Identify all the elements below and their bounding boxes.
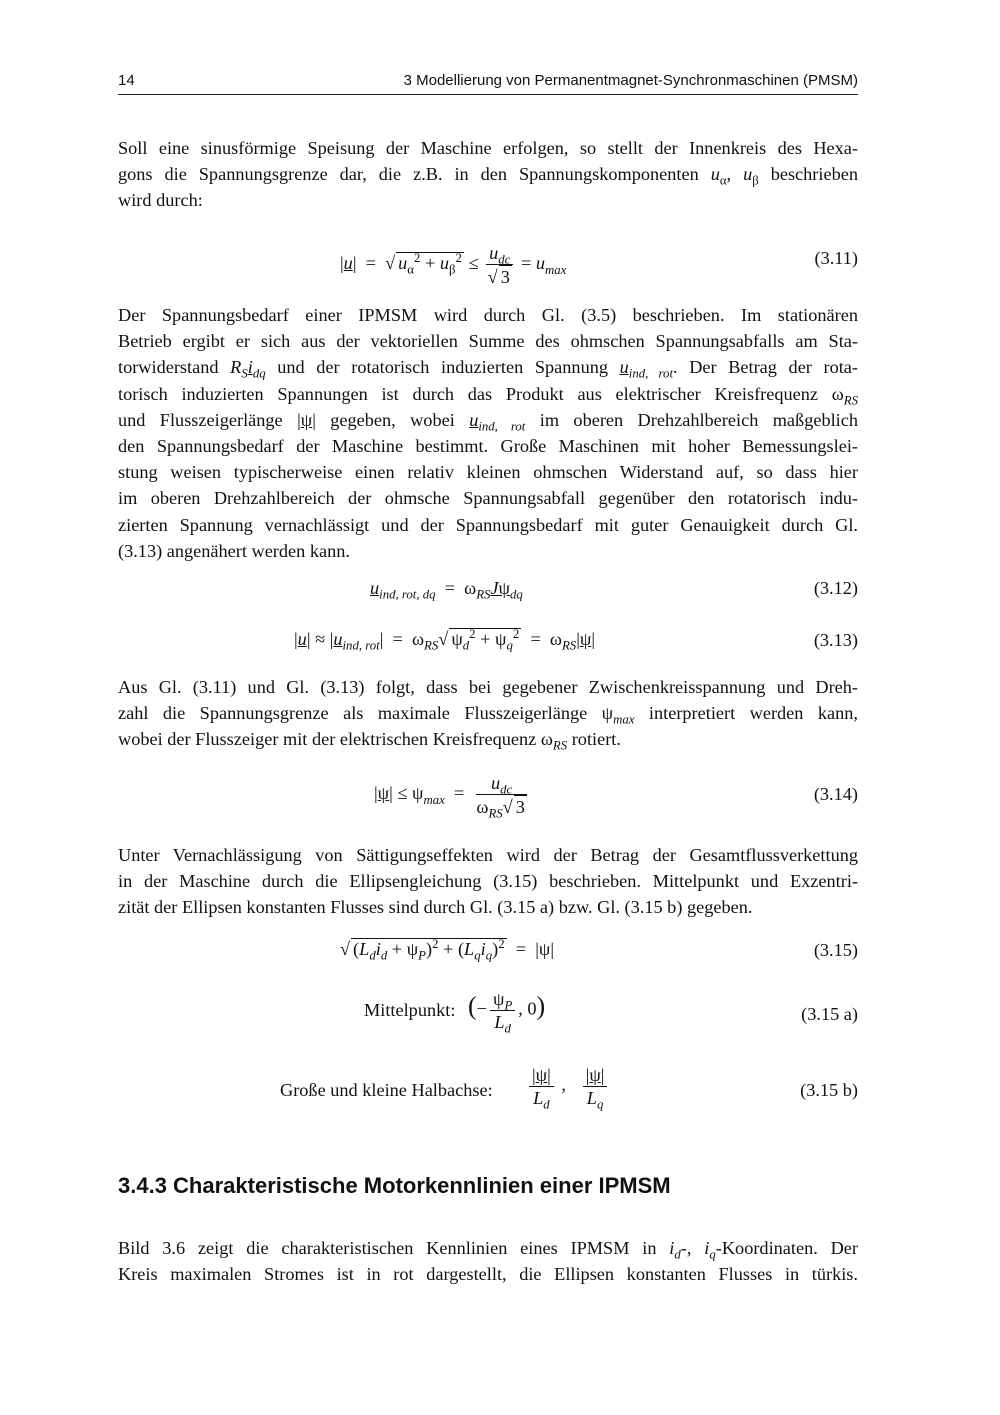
text-span: und der rotatorisch induzierten Spannung — [277, 357, 608, 378]
page-number: 14 — [118, 72, 135, 89]
equation-number: (3.12) — [813, 578, 858, 598]
text-span: interpretiert werden kann, — [648, 703, 858, 724]
text-span: rotiert. — [571, 729, 621, 750]
math-omega-rs: $\omega_{RS}$ — [831, 383, 858, 408]
text-span: und Flusszeigerlänge — [118, 409, 283, 430]
text-span: torwiderstand — [118, 357, 219, 378]
text-span: torisch induzierten Spannungen ist durch das Produkt aus elektrischer Kreisfrequenz — [118, 383, 819, 404]
text-line: Aus Gl. (3.11) und Gl. (3.13) folgt, dass bei gegebener Zwischenkreisspannung und Dreh- — [118, 677, 858, 697]
text-line: wird durch: — [118, 190, 203, 211]
equation-body: (− $\frac{\psi_P}{L_d}$ , 0) — [468, 989, 546, 1036]
section-heading: 3.4.3 Charakteristische Motorkennlinien einer IPMSM — [118, 1173, 671, 1198]
text-span: gegeben, wobei — [330, 409, 455, 430]
equation-label: Mittelpunkt: — [364, 1000, 456, 1020]
math-rs-idq: $R_Si_{dq}$ — [230, 357, 266, 382]
equation-number: (3.15) — [813, 940, 858, 960]
text-span: im oberen Drehzahlbereich maßgeblich — [539, 409, 858, 430]
equation-3-12 — [118, 574, 858, 608]
equation-body: $|\psi| \le \psi_{max}$ = $\frac{u_{dc}}{\omega_{RS}√ 3}$ — [374, 773, 525, 821]
text-line: Soll eine sinusförmige Speisung der Maschine erfolgen, so stellt der Innenkreis des Hexa- — [118, 138, 858, 158]
text-line — [118, 1235, 858, 1261]
text-line: zität der Ellipsen konstanten Flusses sind durch Gl. (3.15 a) bzw. Gl. (3.15 b) gegeben. — [118, 897, 753, 918]
text-line: in der Maschine durch die Ellipsengleichung (3.15) beschrieben. Mittelpunkt und Exzentri- — [118, 871, 858, 892]
text-line: Betrieb ergibt er sich aus der vektoriellen Summe des ohmschen Spannungsabfalls am Sta- — [118, 331, 858, 352]
paragraph-1 — [118, 135, 858, 214]
equation-number: (3.13) — [813, 630, 858, 650]
equation-body: $u_{ind, rot, dq} = \omega_{RS}J\psi_{dq}$ — [370, 578, 523, 602]
equation-3-14 — [118, 768, 858, 828]
running-header — [118, 72, 858, 95]
equation-number: (3.15 b) — [800, 1080, 858, 1100]
text-span: gons die Spannungsgrenze dar, die z.B. in den Spannungskomponenten — [118, 164, 699, 185]
text-line: Kreis maximalen Stromes ist in rot dargestellt, die Ellipsen konstanten Flusses in türkis. — [118, 1264, 858, 1285]
equation-3-15b — [118, 1064, 858, 1126]
equation-number: (3.11) — [814, 248, 858, 268]
text-line: im oberen Drehzahlbereich der ohmsche Spannungsabfall gegenüber den rotatorisch indu- — [118, 488, 858, 509]
text-line — [118, 700, 858, 726]
text-line: zierten Spannung vernachlässigt und der Spannungsbedarf mit guter Genauigkeit durch Gl. — [118, 514, 858, 535]
equation-number: (3.14) — [813, 784, 858, 804]
text-line — [118, 407, 858, 433]
equation-3-15a — [118, 988, 858, 1048]
equation-body: $|u| \approx |u_{ind, rot}| = \omega_{RS}√$ $\psi_d^2 + \psi_q^2 = \omega_{RS}|\psi|$ — [294, 626, 595, 653]
math-psi-max: $\psi_{max}$ — [601, 703, 635, 727]
text-line: stung weisen typischerweise einen relativ kleinen ohmschen Widerstand auf, so dass hier — [118, 462, 858, 483]
equation-body: $\frac{|\psi|}{L_d}$ , $\frac{|\psi|}{L_q}$ — [526, 1064, 610, 1109]
paragraph-5 — [118, 1235, 858, 1287]
math-abs-psi: |ψ| — [297, 409, 316, 430]
paragraph-4 — [118, 842, 858, 921]
text-line: Unter Vernachlässigung von Sättigungseffekten wird der Betrag der Gesamtflussverkettung — [118, 845, 858, 865]
equation-body: |u| = √ $u_\alpha^2 + u_\beta^2$ ≤ $\frac{u_{dc}}{√ 3}$ = $u_{max}$ — [340, 243, 567, 287]
equation-body: √ $(L_di_d + \psi_P)^2 + (L_qi_q)^2 = |\psi|$ — [340, 936, 554, 963]
text-line — [118, 354, 858, 380]
equation-label: Große und kleine Halbachse: — [280, 1080, 493, 1100]
text-line: gons die Spannungsgrenze dar, die z.B. in den Spannungskomponenten $u_\alpha$, $u_\beta$ beschrieben — [118, 164, 858, 188]
equation-number: (3.15 a) — [801, 1004, 858, 1024]
math-u-ind-rot: $u_{ind, rot}$ — [469, 409, 526, 434]
equation-3-11 — [118, 236, 858, 286]
math-u-ind-rot: $u_{ind, rot}$ — [619, 357, 674, 382]
text-span: wobei der Flusszeiger mit der elektrischen Kreisfrequenz — [118, 729, 537, 750]
paragraph-3 — [118, 674, 858, 753]
text-line: Der Spannungsbedarf einer IPMSM wird durch Gl. (3.5) beschrieben. Im stationären — [118, 305, 858, 325]
text-line — [118, 381, 858, 407]
math-omega-rs: $\omega_{RS}$ — [540, 729, 568, 754]
math-id-iq: $i_d-$, $i_q$ — [669, 1238, 716, 1262]
equation-3-13 — [118, 622, 858, 662]
running-title: 3 Modellierung von Permanentmagnet-Synchronmaschinen (PMSM) — [403, 72, 858, 89]
math-u-alpha: $u_\alpha$ — [710, 164, 727, 188]
text-span: beschrieben — [770, 164, 858, 185]
text-span: . Der Betrag der rota- — [673, 357, 859, 378]
equation-3-15 — [118, 934, 858, 970]
text-line: (3.13) angenähert werden kann. — [118, 540, 350, 561]
text-line — [118, 726, 858, 752]
math-u-beta: $u_\beta$ — [743, 164, 759, 188]
text-line: den Spannungsbedarf der Maschine bestimmt. Große Maschinen mit hoher Bemessungslei- — [118, 435, 858, 456]
text-span: zahl die Spannungsgrenze als maximale Flusszeigerlänge — [118, 703, 588, 724]
paragraph-2 — [118, 302, 858, 564]
text-span: -Koordinaten. Der — [715, 1238, 859, 1258]
text-span: Bild 3.6 zeigt die charakteristischen Kennlinien eines IPMSM in — [118, 1238, 657, 1258]
